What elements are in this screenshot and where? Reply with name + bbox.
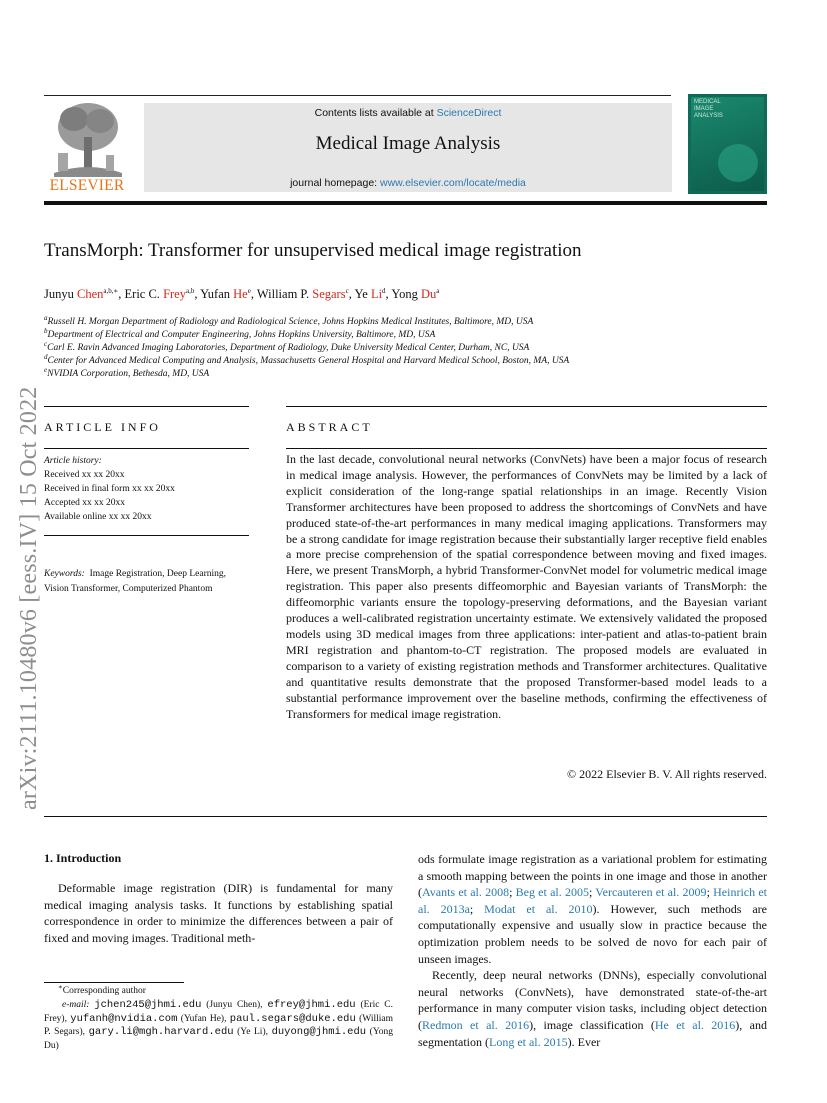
cover-line-1: MEDICAL — [694, 99, 721, 105]
article-info-heading: ARTICLE INFO — [44, 420, 161, 434]
author-list: Junyu Chen$^{a,b,∗}$, Eric C. Frey$^{a,b}$, Yufan He$^e$, William P. Segars$^c$, Ye Li$^d$, Yong Du$^a$ — [44, 286, 440, 301]
keywords: Keywords: Image Registration, Deep Learning, Vision Transformer, Computerized Phantom — [44, 569, 227, 594]
footnote — [44, 982, 394, 1054]
author: William P. Segars$^c$ — [256, 286, 349, 301]
arxiv-stamp: arXiv:2111.10480v6 [eess.IV] 15 Oct 2022 — [16, 386, 42, 810]
citation-link[interactable]: Modat et al. 2010 — [484, 901, 593, 916]
affiliation: $^b$Department of Electrical and Computer Engineering, Johns Hopkins University, Baltimore, MD, USA — [44, 326, 436, 340]
affiliation: $^a$Russell H. Morgan Department of Radiology and Radiological Science, Johns Hopkins Medical Institutes, Baltimore, MD, USA — [44, 313, 534, 327]
homepage-prefix: journal homepage: — [290, 177, 380, 189]
cover-line-3: ANALYSIS — [694, 113, 723, 119]
homepage-line — [144, 177, 672, 189]
article-info-rule — [44, 535, 249, 536]
header-rule — [44, 95, 671, 96]
body-column-left — [44, 880, 393, 946]
abstract-bottom-rule — [44, 816, 767, 817]
header-thick-rule — [44, 201, 767, 205]
journal-cover-image — [688, 94, 767, 194]
citation-link[interactable]: Beg et al. 2005 — [515, 885, 589, 900]
journal-title: Medical Image Analysis — [315, 133, 501, 154]
paper-title: TransMorph: Transformer for unsupervised medical image registration — [44, 240, 582, 261]
citation-link[interactable]: Long et al. 2015 — [488, 1034, 568, 1049]
contents-line — [144, 107, 672, 119]
footnote-rule — [44, 982, 184, 983]
article-info-rule-top — [44, 406, 249, 407]
journal-homepage-link[interactable]: www.elsevier.com/locate/media — [380, 177, 526, 189]
sciencedirect-link[interactable]: ScienceDirect — [436, 107, 502, 119]
body-column-right — [418, 851, 767, 1050]
article-info-rule — [44, 448, 249, 449]
abstract-rule-top — [286, 406, 767, 407]
cover-line-2: IMAGE — [694, 106, 714, 112]
citation-link[interactable]: Avants et al. 2008 — [422, 885, 510, 900]
email-list: e-mail: jchen245@jhmi.edu (Junyu Chen), efrey@jhmi.edu (Eric C. Frey), yufanh@nvidia.com (Yufan He), paul.segars@duke.edu (William P. Segars), gary.li@mgh.harvard.edu (Ye Li), duyong@jhmi.edu (Yong Du) — [44, 998, 394, 1052]
abstract-text: In the last decade, convolutional neural networks (ConvNets) have been a major focus of research in medical image analysis. However, the performances of ConvNets may be limited by a lack of explicit consideration of the long-range spatial relationships in an image. Recently Vision Transformer architectures have been proposed to address the shortcomings of ConvNets and have produced state-of-the-art performances in many medical imaging applications. Transformers may be a strong candidate for image registration because their substantially larger receptive field enables a more precise comprehension of the spatial correspondence between moving and fixed images. Here, we present TransMorph, a hybrid Transformer-ConvNet model for volumetric medical image registration. This paper also presents diffeomorphic and Bayesian variants of TransMorph: the diffeomorphic variants ensure the topology-preserving deformations, and the Bayesian variant produces a well-calibrated registration uncertainty estimate. We extensively validated the proposed models using 3D medical images from three applications: inter-patient and atlas-to-patient brain MRI registration and phantom-to-CT registration. The proposed models are evaluated in comparison to a variety of existing registration methods and Transformer architectures. Qualitative and quantitative results demonstrate that the proposed Transformer-based model leads to a substantial performance improvement over the baseline methods, confirming the effectiveness of Transformers for medical image registration. — [286, 452, 767, 721]
history-item: Received xx xx 20xx — [44, 470, 125, 480]
history-item: Available online xx xx 20xx — [44, 512, 152, 522]
contents-prefix: Contents lists available at — [314, 107, 437, 119]
affiliation: $^e$NVIDIA Corporation, Bethesda, MD, USA — [44, 365, 210, 379]
section-heading: 1. Introduction — [44, 851, 122, 865]
citation-link[interactable]: He et al. 2016 — [654, 1017, 736, 1032]
abstract-rule — [286, 448, 767, 449]
elsevier-logo — [44, 97, 130, 193]
paragraph: Recently, deep neural networks (DNNs), especially convolutional neural networks (ConvNets), have demonstrated state-of-the-art performance in many computer vision tasks, including object detection (Redmon et al. 2016), image classification (He et al. 2016), and segmentation (Long et al. 2015). Ever — [418, 968, 767, 1049]
affiliation: $^c$Carl E. Ravin Advanced Imaging Laboratories, Department of Radiology, Duke University Medical Center, Durham, NC, USA — [44, 339, 530, 353]
citation-link[interactable]: Vercauteren et al. 2009 — [595, 885, 707, 900]
author: Ye Li$^d$ — [354, 286, 386, 301]
abstract-heading: ABSTRACT — [286, 420, 373, 434]
publisher-name: ELSEVIER — [49, 177, 125, 194]
history-label: Article history: — [44, 456, 102, 466]
citation-link[interactable]: Redmon et al. 2016 — [422, 1017, 530, 1032]
paragraph: Deformable image registration (DIR) is fundamental for many medical imaging analysis tasks. It functions by establishing spatial correspondence in order to minimize the differences between a pair of fixed and moving images. Traditional meth- — [44, 881, 393, 945]
author: Eric C. Frey$^{a,b}$ — [124, 286, 195, 301]
copyright: © 2022 Elsevier B. V. All rights reserved. — [567, 767, 767, 781]
author: Yufan He$^e$ — [200, 286, 251, 301]
author: Yong Du$^a$ — [391, 286, 440, 301]
affiliation: $^d$Center for Advanced Medical Computing and Analysis, Massachusetts General Hospital and Harvard Medical School, Boston, MA, USA — [44, 352, 570, 366]
paragraph: ods formulate image registration as a variational problem for estimating a smooth mapping between the points in one image and those in another (Avants et al. 2008; Beg et al. 2005; Vercauteren et al. 2009; Heinrich et al. 2013a; Modat et al. 2010). However, such methods are computationally expensive and usually slow in practice because the optimization problem needs to be solved de novo for each pair of unseen images. — [418, 852, 767, 966]
journal-header-box — [144, 103, 672, 192]
author: Junyu Chen$^{a,b,∗}$ — [44, 286, 119, 301]
history-item: Received in final form xx xx 20xx — [44, 484, 175, 494]
history-item: Accepted xx xx 20xx — [44, 498, 125, 508]
corresponding-author-note: ∗Corresponding author — [58, 982, 146, 996]
citation-link[interactable]: Heinrich et al. 2013a — [418, 885, 767, 916]
